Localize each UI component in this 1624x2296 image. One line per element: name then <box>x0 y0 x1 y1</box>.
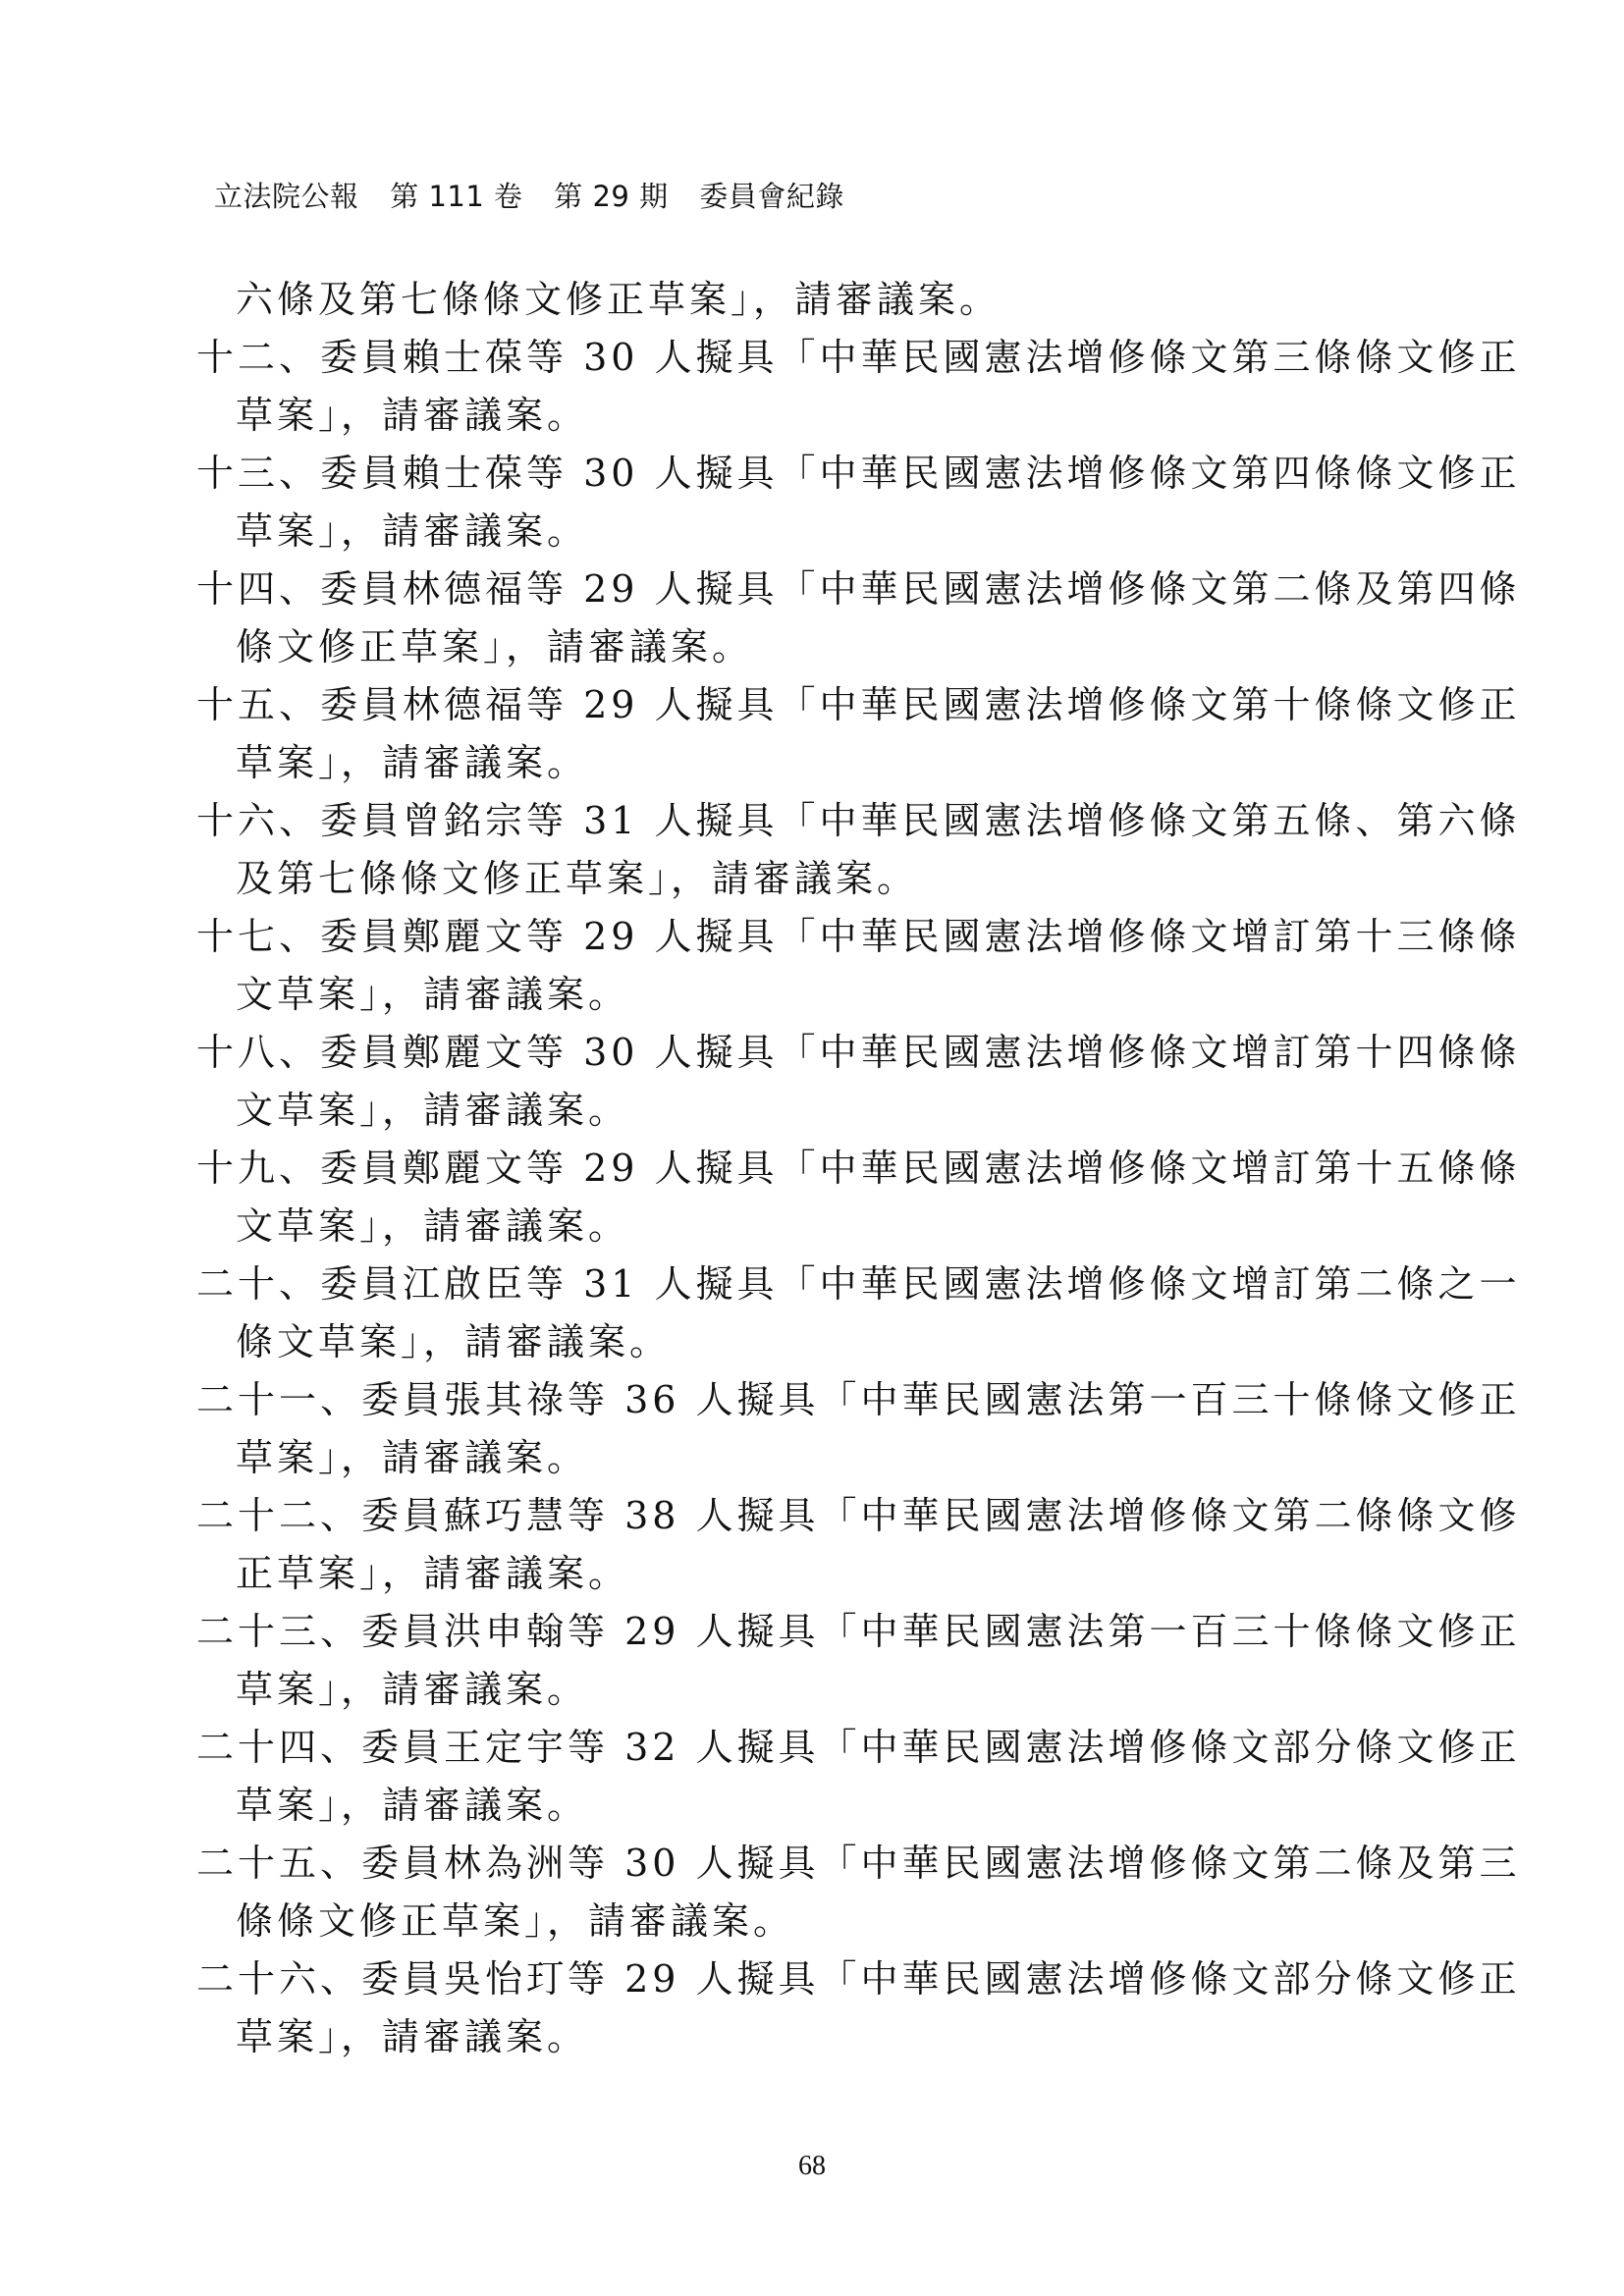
agenda-item-continuation: 條文修正草案」，請審議案。 <box>236 625 754 668</box>
agenda-item-line: 二十三、委員洪申翰等 29 人擬具「中華民國憲法第一百三十條條文修正 <box>196 1610 1521 1653</box>
agenda-item-line: 二十四、委員王定宇等 32 人擬具「中華民國憲法增修條文部分條文修正 <box>196 1726 1521 1769</box>
agenda-item-continuation: 條條文修正草案」，請審議案。 <box>236 1899 795 1943</box>
agenda-item-line: 十五、委員林德福等 29 人擬具「中華民國憲法增修條文第十條條文修正 <box>196 683 1521 726</box>
agenda-item-continuation: 草案」，請審議案。 <box>236 394 589 437</box>
agenda-item-line: 十六、委員曾銘宗等 31 人擬具「中華民國憲法增修條文第五條、第六條 <box>196 799 1521 842</box>
page-number: 68 <box>798 2151 826 2181</box>
agenda-item-continuation: 草案」，請審議案。 <box>236 741 589 784</box>
agenda-item-continuation: 文草案」，請審議案。 <box>236 1089 630 1132</box>
agenda-item-line: 十九、委員鄭麗文等 29 人擬具「中華民國憲法增修條文增訂第十五條條 <box>196 1147 1521 1190</box>
page-header <box>214 175 844 215</box>
agenda-item-line: 十三、委員賴士葆等 30 人擬具「中華民國憲法增修條文第四條條文修正 <box>196 452 1521 495</box>
volume-label: 第 111 卷 <box>390 180 523 213</box>
publication-title: 立法院公報 <box>214 180 359 213</box>
agenda-item-continuation: 文草案」，請審議案。 <box>236 973 630 1016</box>
agenda-item-continuation: 草案」，請審議案。 <box>236 1668 589 1711</box>
agenda-item-continuation: 及第七條條文修正草案」，請審議案。 <box>236 857 919 900</box>
agenda-item-line: 十七、委員鄭麗文等 29 人擬具「中華民國憲法增修條文增訂第十三條條 <box>196 915 1521 958</box>
agenda-item-continuation: 正草案」，請審議案。 <box>236 1552 630 1595</box>
agenda-item-continuation: 草案」，請審議案。 <box>236 1784 589 1827</box>
agenda-item-continuation: 草案」，請審議案。 <box>236 2015 589 2058</box>
agenda-item-line: 二十一、委員張其祿等 36 人擬具「中華民國憲法第一百三十條條文修正 <box>196 1378 1521 1421</box>
agenda-list <box>196 271 1521 2066</box>
issue-label: 第 29 期 <box>554 180 669 213</box>
agenda-item-line: 二十五、委員林為洲等 30 人擬具「中華民國憲法增修條文第二條及第三 <box>196 1842 1521 1885</box>
agenda-item-continuation: 草案」，請審議案。 <box>236 1436 589 1479</box>
section-label: 委員會紀錄 <box>699 180 844 213</box>
agenda-item-line: 十四、委員林德福等 29 人擬具「中華民國憲法增修條文第二條及第四條 <box>196 567 1521 611</box>
agenda-item-line: 二十二、委員蘇巧慧等 38 人擬具「中華民國憲法增修條文第二條條文修 <box>196 1494 1521 1537</box>
agenda-item-continuation: 條文草案」，請審議案。 <box>236 1320 672 1363</box>
agenda-item-continuation: 草案」，請審議案。 <box>236 509 589 553</box>
agenda-item-line: 二十、委員江啟臣等 31 人擬具「中華民國憲法增修條文增訂第二條之一 <box>196 1262 1521 1306</box>
agenda-item-continuation: 六條及第七條條文修正草案」，請審議案。 <box>236 278 1001 321</box>
agenda-item-line: 十二、委員賴士葆等 30 人擬具「中華民國憲法增修條文第三條條文修正 <box>196 336 1521 379</box>
agenda-item-line: 二十六、委員吳怡玎等 29 人擬具「中華民國憲法增修條文部分條文修正 <box>196 1957 1521 2001</box>
agenda-item-line: 十八、委員鄭麗文等 30 人擬具「中華民國憲法增修條文增訂第十四條條 <box>196 1031 1521 1074</box>
agenda-item-continuation: 文草案」，請審議案。 <box>236 1204 630 1248</box>
